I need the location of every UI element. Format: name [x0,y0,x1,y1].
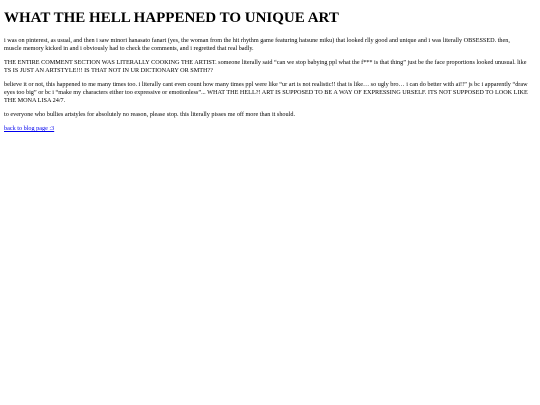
post-paragraph-3: believe it or not, this happened to me many times too. i literally cant even count how many times ppl were like “ur art is not realistic!! that is like… so ugly bro… i can do better with ai!!” js bc i apparently “draw eyes too big” or bc i “make my characters either too expressive or emotionless”... WHAT THE HELL?! ART IS SUPPOSED TO BE A WAY OF EXPRESSING URSELF. ITS NOT SUPPOSED TO LOOK LIKE THE MONA LISA 24/7. [4,80,528,104]
post-paragraph-1: i was on pinterest, as usual, and then i saw minori hanasato fanart (yes, the woman from the hit rhythm game featuring hatsune miku) that looked rlly good and unique and i was literally OBSESSED. then, muscle memory kicked in and i obviously had to check the comments, and i regretted that real badly. [4,36,510,52]
blog-post [0,0,540,133]
post-paragraph-2: THE ENTIRE COMMENT SECTION WAS LITERALLY COOKING THE ARTIST. someone literally said “can we stop babying ppl what the f*** is that thing” just be the face proportions looked unusual. like TS IS JUST AN ARTSTYLE!!! IS THAT NOT IN UR DICTIONARY OR SMTH?? [4,58,527,74]
post-paragraph-4: to everyone who bullies artstyles for absolutely no reason, please stop. this literally pisses me off more than it should. [4,110,295,118]
post-title: WHAT THE HELL HAPPENED TO UNIQUE ART [4,10,339,26]
back-to-blog-link[interactable]: back to blog page :3 [4,125,55,132]
back-link-container [4,125,528,133]
